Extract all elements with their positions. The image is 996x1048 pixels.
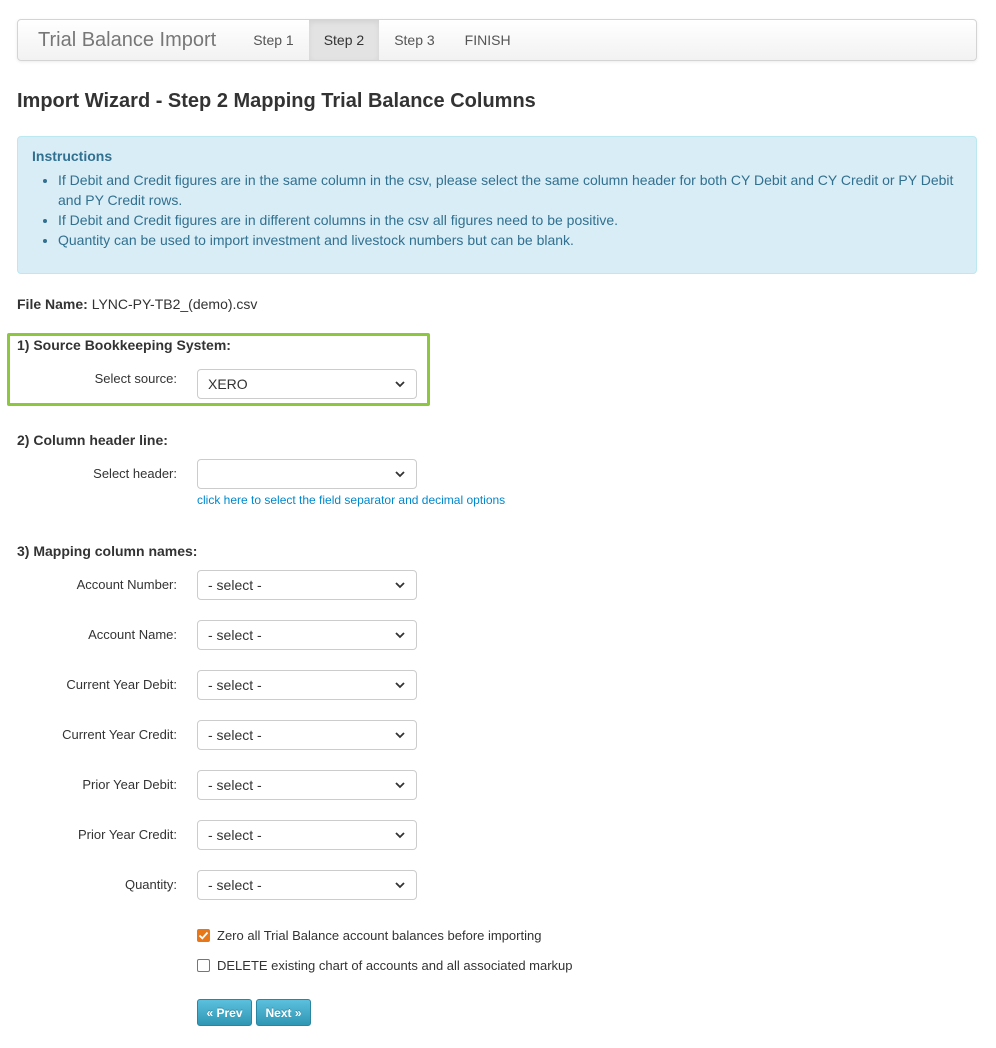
py-credit-select[interactable] [197,820,417,850]
chevron-down-icon [394,829,406,841]
instruction-item: • If Debit and Credit figures are in the same column in the csv, please select the same column header for both CY Debit and CY Credit or PY Debit and PY Credit rows. [58,170,962,210]
select-value: - select - [208,727,262,743]
account-number-select[interactable] [197,570,417,600]
py-credit-label: Prior Year Credit: [78,827,177,842]
separator-options-link[interactable]: click here to select the field separator and decimal options [197,493,506,507]
navbar-brand[interactable]: Trial Balance Import [38,28,217,51]
select-value: - select - [208,677,262,693]
source-section-title: 1) Source Bookkeeping System: [17,337,231,353]
file-name-value: LYNC-PY-TB2_(demo).csv [91,296,258,312]
py-debit-select[interactable] [197,770,417,800]
delete-chart-option [197,958,573,973]
cy-debit-label: Current Year Debit: [66,677,177,692]
chevron-down-icon [394,629,406,641]
cy-credit-select[interactable] [197,720,417,750]
instruction-item: • Quantity can be used to import investment and livestock numbers but can be blank. [58,230,962,250]
cy-debit-select[interactable] [197,670,417,700]
file-name-label: File Name: [17,296,88,312]
tab-step-1[interactable]: Step 1 [253,32,294,48]
chevron-down-icon [394,579,406,591]
quantity-label: Quantity: [124,877,177,892]
mapping-section-title: 3) Mapping column names: [17,543,198,559]
instructions-list [32,170,962,250]
page-title: Import Wizard - Step 2 Mapping Trial Balance Columns [17,90,536,112]
header-section-title: 2) Column header line: [17,432,168,448]
tab-finish[interactable]: FINISH [464,32,511,48]
select-value: - select - [208,777,262,793]
select-value: - select - [208,627,262,643]
zero-balances-option [197,928,541,943]
source-select-value: XERO [208,376,248,392]
chevron-down-icon [394,779,406,791]
select-header-label: Select header: [93,466,177,481]
tab-step-2[interactable]: Step 2 [309,20,379,60]
instructions-heading: Instructions [32,148,113,164]
zero-balances-checkbox[interactable] [197,929,210,942]
source-select[interactable] [197,369,417,399]
select-value: - select - [208,577,262,593]
zero-balances-label[interactable]: Zero all Trial Balance account balances before importing [217,928,542,943]
chevron-down-icon [394,679,406,691]
cy-credit-label: Current Year Credit: [62,727,177,742]
file-name-line [17,296,257,312]
delete-chart-label[interactable]: DELETE existing chart of accounts and all associated markup [217,958,573,973]
account-number-label: Account Number: [76,577,177,592]
instruction-item: • If Debit and Credit figures are in different columns in the csv all figures need to be positive. [58,210,962,230]
header-select[interactable] [197,459,417,489]
chevron-down-icon [394,468,406,480]
prev-button[interactable]: « Prev [197,999,252,1026]
checkmark-icon [198,930,209,941]
wizard-navbar [17,19,977,61]
py-debit-label: Prior Year Debit: [82,777,177,792]
chevron-down-icon [394,378,406,390]
delete-chart-checkbox[interactable] [197,959,210,972]
quantity-select[interactable] [197,870,417,900]
select-value: - select - [208,877,262,893]
select-value: - select - [208,827,262,843]
account-name-label: Account Name: [88,627,177,642]
tab-step-3[interactable]: Step 3 [394,32,435,48]
instructions-panel [17,136,977,274]
chevron-down-icon [394,729,406,741]
chevron-down-icon [394,879,406,891]
select-source-label: Select source: [94,371,177,386]
account-name-select[interactable] [197,620,417,650]
next-button[interactable]: Next » [256,999,311,1026]
